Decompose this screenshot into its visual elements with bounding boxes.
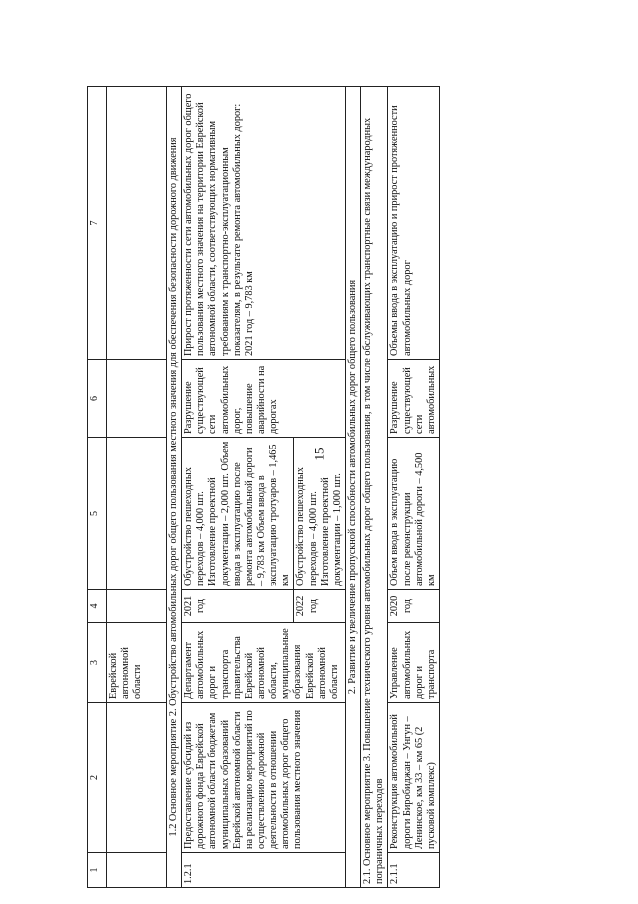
col-header-7: 7: [88, 87, 107, 360]
column-number-row: [88, 87, 107, 888]
col-header-4: 4: [88, 590, 107, 623]
col-header-1: 1: [88, 853, 107, 888]
section-2-row: [345, 87, 360, 888]
row-2-1-1-year: 2020 год: [388, 590, 440, 623]
continued-executor: Еврейской автономной области: [107, 623, 167, 703]
col-header-5: 5: [88, 438, 107, 590]
continued-row: [107, 87, 167, 888]
section-2-1-title: 2.1. Основное мероприятие 3. Повышение технического уровня автомобильных дорог общего пользования, в том числе обслуживающих транспортные связи международных пограничных переходов: [361, 87, 388, 888]
row-2-1-1-number: 2.1.1: [388, 853, 440, 888]
row-1-2-1-link: Прирост протяженности сети автомобильных дорог общего пользования местного значения на территории Еврейской автономной области, соответствующих нормативным требованиям к транспортно-эксплуатационным показателям, в результате ремонта автомобильных дорог: 2021 год – 9,783 км: [182, 87, 346, 360]
row-1-2-1-year-2021: 2021 год: [182, 590, 294, 623]
page-number: 15: [311, 447, 326, 461]
row-1-2-1-year-2022: 2022 год: [294, 590, 346, 623]
section-1-2-title: 1.2 Основное мероприятие 2. Обустройство автомобильных дорог общего пользования местного значения для обеспечения безопасности дорожного движения: [167, 87, 182, 888]
section-2-1-row: [361, 87, 388, 888]
row-2-1-1-name: Реконструкция автомобильной дороги Биробиджан – Унгун – Ленинское, км 33 – км 65 (2 пусковой комплекс): [388, 703, 440, 853]
document-code: [617, 6, 629, 846]
row-1-2-1-name: Предоставление субсидий из дорожного фонда Еврейской автономной области бюджетам муниципальных образований Еврейской автономной области на реализацию мероприятий по осуществлению дорожной деятельности в отношении автомобильных дорог общего пользования местного значения: [182, 703, 346, 853]
rotated-table-container: [87, 87, 568, 888]
section-2-title: 2. Развитие и увеличение пропускной способности автомобильных дорог общего пользования: [345, 87, 360, 888]
measures-table: [87, 86, 440, 888]
row-1-2-1-result-2022: Обустройство пешеходных переходов – 4,000 шт. Изготовление проектной документации – 1,000 шт.: [294, 438, 346, 590]
col-header-6: 6: [88, 360, 107, 438]
row-1-2-1-a: [182, 87, 294, 888]
section-1-2-row: [167, 87, 182, 888]
row-2-1-1-result: Объем ввода в эксплуатацию после реконструкции автомобильной дороги – 4,500 км: [388, 438, 440, 590]
col-header-3: 3: [88, 623, 107, 703]
col-header-2: 2: [88, 703, 107, 853]
row-1-2-1-executor: Департамент автомобильных дорог и транспорта правительства Еврейской автономной области, муниципальные образования Еврейской автономной области: [182, 623, 346, 703]
row-2-1-1-consequences: Разрушение существующей сети автомобильных: [388, 360, 440, 438]
row-1-2-1-result-2021: Обустройство пешеходных переходов – 4,000 шт. Изготовление проектной документации – 2,000 шт. Объем ввода в эксплуатацию после ремонта автомобильной дороги – 9,783 км Объем ввода в эксплуатацию тротуаров – 1,465 км: [182, 438, 294, 590]
row-2-1-1-link: Объемы ввода в эксплуатацию и прирост протяженности автомобильных дорог: [388, 87, 440, 360]
row-1-2-1-consequences: Разрушение существующей сети автомобильных дорог, повышение аварийности на дорогах: [182, 360, 346, 438]
row-2-1-1: [388, 87, 440, 888]
row-1-2-1-number: 1.2.1: [182, 853, 346, 888]
row-2-1-1-executor: Управление автомобильных дорог и транспорта: [388, 623, 440, 703]
